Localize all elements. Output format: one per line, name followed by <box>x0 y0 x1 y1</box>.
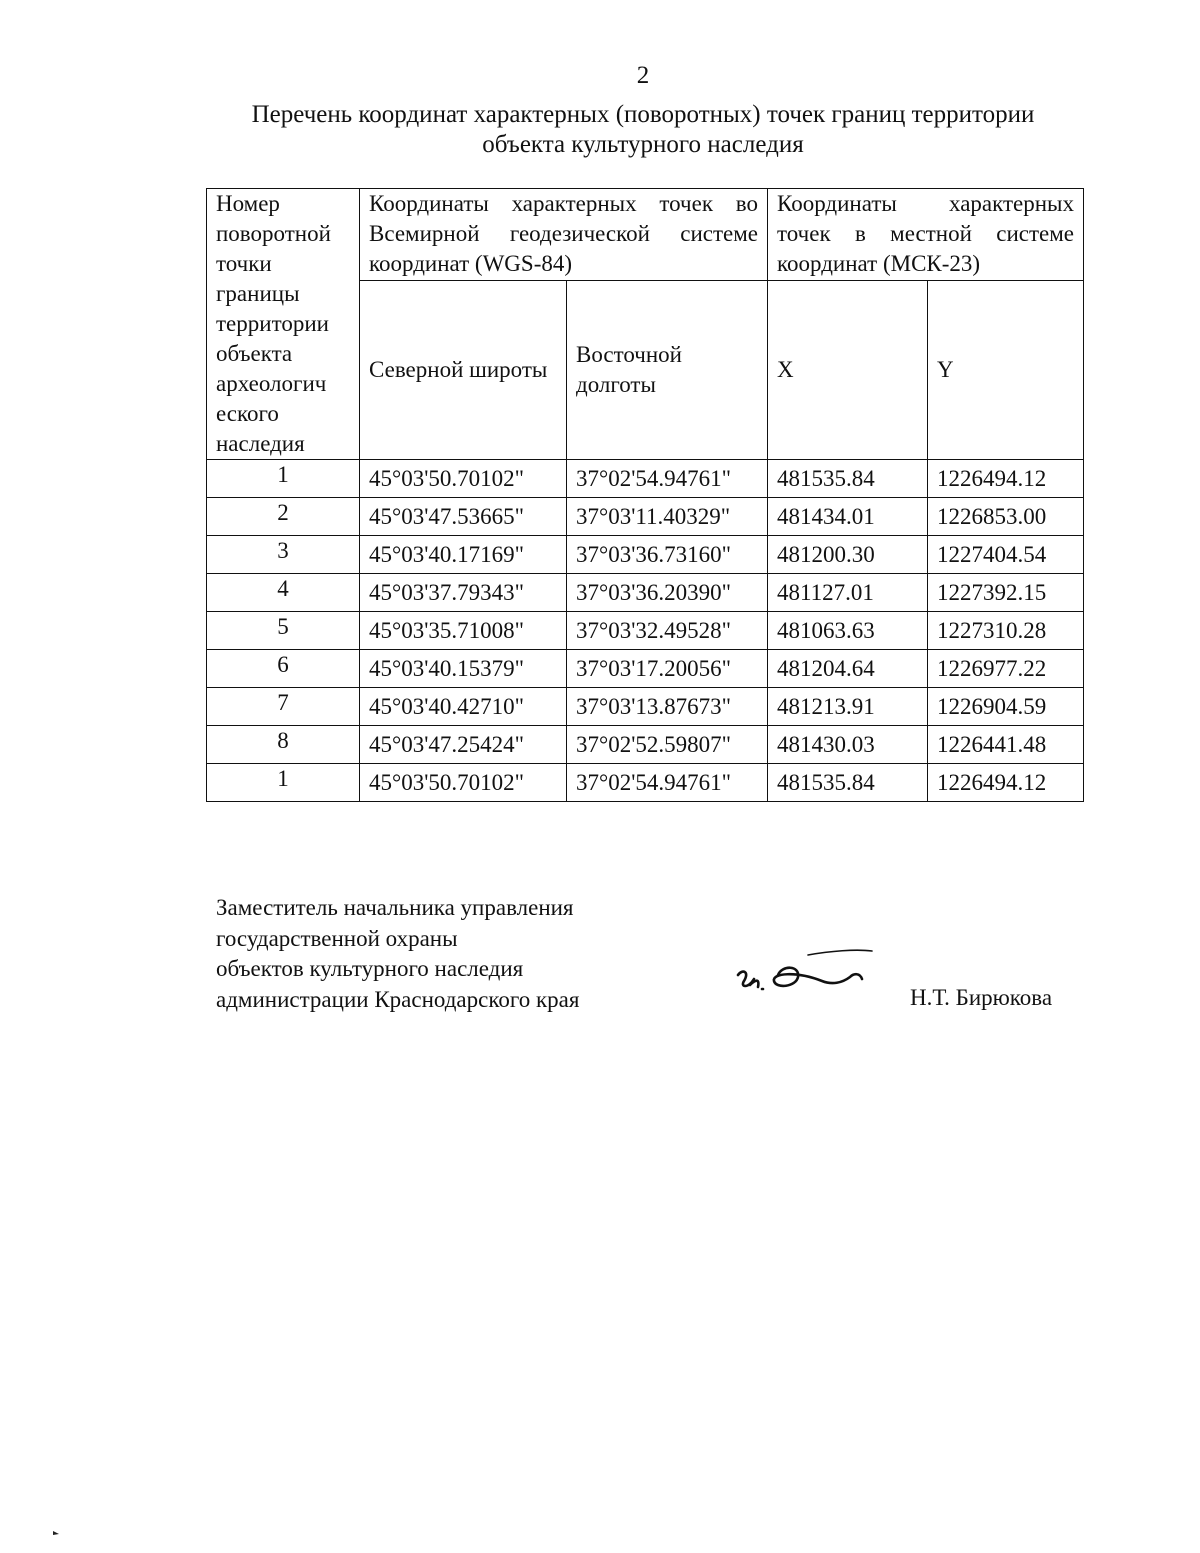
latitude-cell: 45°03'40.42710" <box>360 688 567 726</box>
latitude-cell: 45°03'35.71008" <box>360 612 567 650</box>
position-line: объектов культурного наследия <box>216 956 524 981</box>
table-row <box>207 536 1084 574</box>
y-cell: 1226853.00 <box>928 498 1084 536</box>
header-num-line: поворотной <box>216 221 331 246</box>
latitude-cell: 45°03'50.70102" <box>360 764 567 802</box>
header-north-latitude: Северной широты <box>360 281 567 460</box>
header-east-longitude: Восточной долготы <box>567 281 768 460</box>
point-number: 5 <box>207 612 360 650</box>
header-num-line: границы <box>216 281 300 306</box>
scan-mark-icon <box>52 1530 60 1536</box>
table-row <box>207 498 1084 536</box>
x-cell: 481200.30 <box>768 536 928 574</box>
longitude-cell: 37°03'11.40329" <box>567 498 768 536</box>
x-cell: 481430.03 <box>768 726 928 764</box>
coordinates-table <box>206 188 1084 802</box>
title-line-2: объекта культурного наследия <box>482 131 804 158</box>
table-row <box>207 612 1084 650</box>
longitude-cell: 37°02'54.94761" <box>567 764 768 802</box>
y-cell: 1226441.48 <box>928 726 1084 764</box>
point-number: 1 <box>207 764 360 802</box>
latitude-cell: 45°03'47.53665" <box>360 498 567 536</box>
header-y: Y <box>928 281 1084 460</box>
signer-name: Н.Т. Бирюкова <box>910 985 1053 1010</box>
y-cell: 1226494.12 <box>928 764 1084 802</box>
point-number: 6 <box>207 650 360 688</box>
table-row <box>207 460 1084 498</box>
header-num-line: точки <box>216 251 272 276</box>
position-line: администрации Краснодарского края <box>216 986 580 1012</box>
header-num-line: еского <box>216 401 279 426</box>
header-num-line: наследия <box>216 431 305 456</box>
table-row <box>207 764 1084 802</box>
longitude-cell: 37°02'54.94761" <box>567 460 768 498</box>
handwritten-signature-icon <box>730 945 880 1005</box>
point-number: 1 <box>207 460 360 498</box>
longitude-cell: 37°02'52.59807" <box>567 726 768 764</box>
point-number: 8 <box>207 726 360 764</box>
signatory-position <box>216 893 579 1015</box>
point-number: 7 <box>207 688 360 726</box>
point-number: 3 <box>207 536 360 574</box>
title-line-1: Перечень координат характерных (поворотных) точек границ территории <box>251 101 1035 128</box>
header-num-line: археологич <box>216 371 327 396</box>
table-row <box>207 650 1084 688</box>
position-line: государственной охраны <box>216 925 458 951</box>
longitude-cell: 37°03'17.20056" <box>567 650 768 688</box>
document-title <box>0 100 1200 160</box>
y-cell: 1226494.12 <box>928 460 1084 498</box>
x-cell: 481127.01 <box>768 574 928 612</box>
longitude-cell: 37°03'36.73160" <box>567 536 768 574</box>
point-number: 2 <box>207 498 360 536</box>
latitude-cell: 45°03'40.15379" <box>360 650 567 688</box>
latitude-cell: 45°03'37.79343" <box>360 574 567 612</box>
x-cell: 481535.84 <box>768 764 928 802</box>
y-cell: 1226904.59 <box>928 688 1084 726</box>
latitude-cell: 45°03'40.17169" <box>360 536 567 574</box>
table-row <box>207 726 1084 764</box>
y-cell: 1227404.54 <box>928 536 1084 574</box>
longitude-cell: 37°03'32.49528" <box>567 612 768 650</box>
header-point-number <box>207 189 360 460</box>
point-number: 4 <box>207 574 360 612</box>
header-num-line: территории <box>216 311 329 336</box>
y-cell: 1227392.15 <box>928 574 1084 612</box>
header-x: X <box>768 281 928 460</box>
y-cell: 1226977.22 <box>928 650 1084 688</box>
table-row <box>207 574 1084 612</box>
x-cell: 481213.91 <box>768 688 928 726</box>
position-line: Заместитель начальника управления <box>216 895 574 920</box>
table-row <box>207 688 1084 726</box>
latitude-cell: 45°03'50.70102" <box>360 460 567 498</box>
header-row <box>207 189 1084 281</box>
x-cell: 481434.01 <box>768 498 928 536</box>
page-number: 2 <box>636 62 650 89</box>
header-num-line: Номер <box>216 191 280 216</box>
longitude-cell: 37°03'36.20390" <box>567 574 768 612</box>
header-wgs84: Координаты характерных точек во Всемирной геодезической системе координат (WGS-84) <box>360 189 768 281</box>
x-cell: 481063.63 <box>768 612 928 650</box>
latitude-cell: 45°03'47.25424" <box>360 726 567 764</box>
longitude-cell: 37°03'13.87673" <box>567 688 768 726</box>
x-cell: 481535.84 <box>768 460 928 498</box>
header-msk23: Координаты характерных точек в местной системе координат (МСК-23) <box>768 189 1084 281</box>
y-cell: 1227310.28 <box>928 612 1084 650</box>
header-num-line: объекта <box>216 341 293 366</box>
x-cell: 481204.64 <box>768 650 928 688</box>
